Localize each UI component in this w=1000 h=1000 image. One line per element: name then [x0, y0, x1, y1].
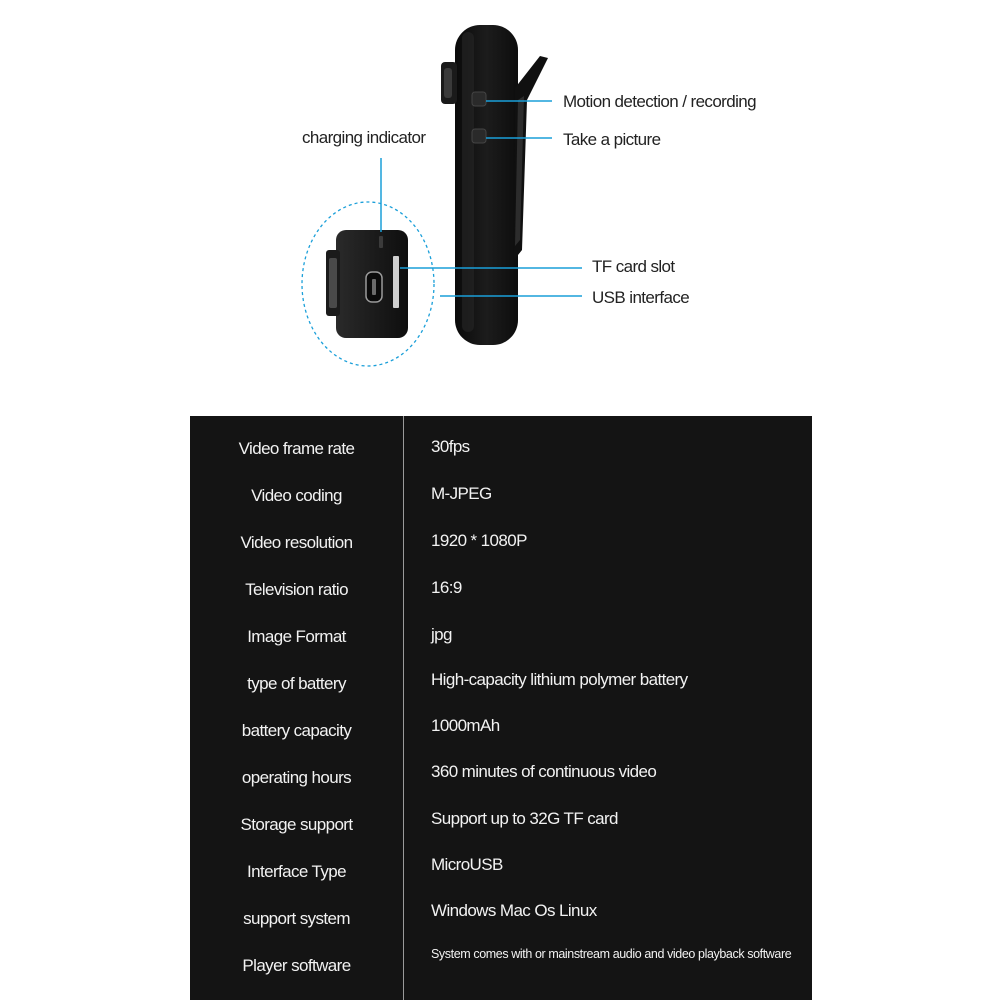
spec-value: M-JPEG — [431, 484, 492, 503]
spec-value: Windows Mac Os Linux — [431, 901, 597, 920]
spec-row — [190, 660, 812, 707]
spec-value: High-capacity lithium polymer battery — [431, 670, 688, 689]
spec-row — [190, 613, 812, 660]
picture-button[interactable] — [472, 129, 486, 143]
spec-row — [190, 707, 812, 754]
tf-card-slot-label: TF card slot — [592, 257, 675, 276]
motion-button[interactable] — [472, 92, 486, 106]
belt-clip — [514, 56, 548, 260]
motion-detection-label: Motion detection / recording — [563, 92, 756, 111]
spec-row — [190, 472, 812, 519]
spec-key: Interface Type — [246, 862, 347, 881]
take-picture-label: Take a picture — [563, 130, 661, 149]
spec-value: 1920 * 1080P — [431, 531, 527, 550]
spec-key: Storage support — [240, 815, 353, 834]
spec-value: jpg — [431, 625, 452, 644]
camera-body — [441, 25, 518, 345]
spec-key: Image Format — [247, 627, 346, 646]
spec-key: Television ratio — [245, 580, 348, 599]
spec-value: 360 minutes of continuous video — [431, 762, 657, 781]
spec-row — [190, 801, 812, 848]
spec-key: battery capacity — [241, 721, 352, 740]
spec-row — [190, 848, 812, 895]
spec-value: System comes with or mainstream audio and video playback software — [431, 947, 792, 961]
spec-value: 30fps — [431, 437, 470, 456]
spec-value: 1000mAh — [431, 716, 500, 735]
spec-row — [190, 942, 812, 989]
spec-key: Video resolution — [240, 533, 353, 552]
spec-key: support system — [243, 909, 350, 928]
spec-key: Player software — [242, 956, 351, 975]
spec-table — [190, 416, 812, 1000]
spec-row — [190, 895, 812, 942]
zoomed-device-bottom — [326, 230, 408, 338]
spec-key: Video frame rate — [238, 439, 355, 458]
spec-row — [190, 566, 812, 613]
spec-row — [190, 519, 812, 566]
product-diagram — [0, 0, 1000, 400]
charging-indicator-label: charging indicator — [302, 128, 426, 147]
spec-value: 16:9 — [431, 578, 462, 597]
spec-value: Support up to 32G TF card — [431, 809, 618, 828]
spec-key: type of battery — [247, 674, 346, 693]
spec-key: operating hours — [241, 768, 352, 787]
spec-value: MicroUSB — [431, 855, 503, 874]
usb-interface-label: USB interface — [592, 288, 690, 307]
spec-key: Video coding — [251, 486, 342, 505]
device-illustration — [0, 0, 1000, 400]
spec-row — [190, 425, 812, 472]
spec-row — [190, 754, 812, 801]
